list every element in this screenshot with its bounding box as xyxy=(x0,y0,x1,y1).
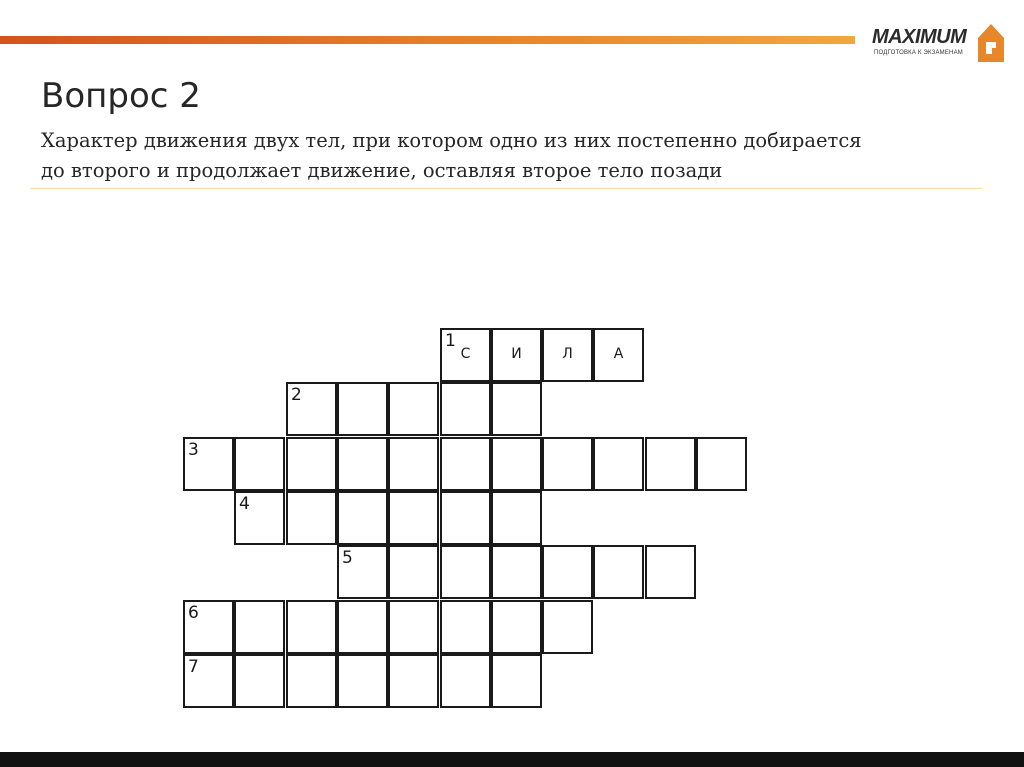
brand-logo xyxy=(872,16,1012,66)
crossword-cell[interactable] xyxy=(440,328,491,382)
crossword-cell[interactable] xyxy=(234,654,285,708)
crossword-cell[interactable] xyxy=(440,382,491,436)
crossword-cell[interactable] xyxy=(337,437,388,491)
crossword-cell[interactable] xyxy=(593,437,644,491)
crossword-cell[interactable] xyxy=(440,654,491,708)
crossword-cell[interactable] xyxy=(440,545,491,599)
crossword-cell[interactable] xyxy=(491,600,542,654)
slide-title: Вопрос 2 xyxy=(41,76,201,116)
crossword-cell[interactable] xyxy=(337,545,388,599)
crossword-cell[interactable] xyxy=(491,491,542,545)
crossword-cell[interactable] xyxy=(491,328,542,382)
clue-number: 3 xyxy=(188,440,199,460)
crossword-cell[interactable] xyxy=(440,437,491,491)
crossword-cell[interactable] xyxy=(542,437,593,491)
crossword-cell[interactable] xyxy=(337,382,388,436)
crossword-cell[interactable] xyxy=(491,437,542,491)
crossword-cell[interactable] xyxy=(388,654,439,708)
cell-letter: А xyxy=(613,346,624,362)
crossword-cell[interactable] xyxy=(491,545,542,599)
crossword-cell[interactable] xyxy=(234,491,285,545)
crossword-cell[interactable] xyxy=(440,491,491,545)
crossword-cell[interactable] xyxy=(286,654,337,708)
crossword-cell[interactable] xyxy=(440,600,491,654)
crossword-cell[interactable] xyxy=(593,328,644,382)
crossword-cell[interactable] xyxy=(183,437,234,491)
crossword-cell[interactable] xyxy=(388,545,439,599)
crossword-cell[interactable] xyxy=(388,382,439,436)
crossword-cell[interactable] xyxy=(542,600,593,654)
crossword-cell[interactable] xyxy=(183,600,234,654)
clue-number: 7 xyxy=(188,657,199,677)
question-line-2: до второго и продолжает движение, оставляя второе тело позади xyxy=(41,159,723,182)
clue-number: 5 xyxy=(342,548,353,568)
crossword-cell[interactable] xyxy=(491,382,542,436)
crossword-cell[interactable] xyxy=(593,545,644,599)
crossword-cell[interactable] xyxy=(491,654,542,708)
clue-number: 2 xyxy=(291,385,302,405)
crossword-cell[interactable] xyxy=(286,600,337,654)
logo-subtitle: ПОДГОТОВКА К ЭКЗАМЕНАМ xyxy=(874,50,963,56)
question-line-1: Характер движения двух тел, при котором одно из них постепенно добирается xyxy=(41,129,862,152)
cell-letter: Л xyxy=(562,346,573,362)
title-divider xyxy=(30,188,982,189)
logo-house-icon xyxy=(976,20,1006,64)
crossword-cell[interactable] xyxy=(645,437,696,491)
crossword-cell[interactable] xyxy=(388,600,439,654)
crossword-cell[interactable] xyxy=(337,491,388,545)
clue-number: 1 xyxy=(445,331,456,351)
crossword-cell[interactable] xyxy=(234,437,285,491)
crossword-cell[interactable] xyxy=(696,437,747,491)
crossword-cell[interactable] xyxy=(542,545,593,599)
logo-text: MAXIMUM xyxy=(872,26,967,48)
crossword-cell[interactable] xyxy=(645,545,696,599)
bottom-bar xyxy=(0,752,1024,767)
crossword-cell[interactable] xyxy=(234,600,285,654)
crossword-cell[interactable] xyxy=(388,437,439,491)
clue-number: 6 xyxy=(188,603,199,623)
top-accent-stripe xyxy=(0,36,855,44)
crossword-cell[interactable] xyxy=(388,491,439,545)
cell-letter: С xyxy=(460,346,471,362)
clue-number: 4 xyxy=(239,494,250,514)
crossword-cell[interactable] xyxy=(286,382,337,436)
crossword-cell[interactable] xyxy=(337,654,388,708)
crossword-cell[interactable] xyxy=(286,437,337,491)
crossword-cell[interactable] xyxy=(542,328,593,382)
cell-letter: И xyxy=(511,346,522,362)
crossword-cell[interactable] xyxy=(183,654,234,708)
crossword-cell[interactable] xyxy=(337,600,388,654)
crossword-cell[interactable] xyxy=(286,491,337,545)
question-text xyxy=(41,126,991,186)
